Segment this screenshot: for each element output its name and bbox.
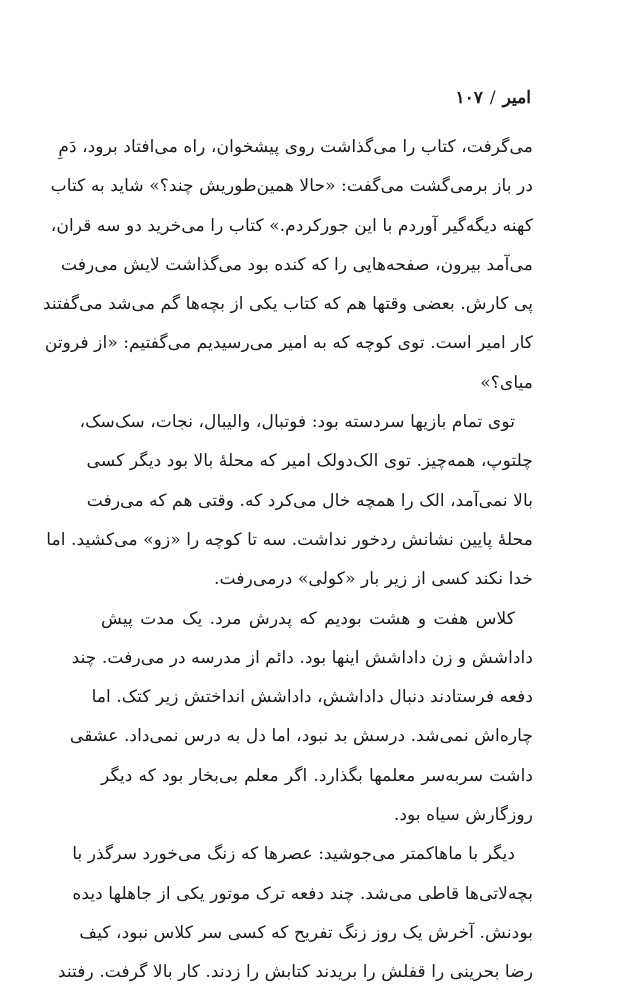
page-number: ۱۰۷ <box>455 88 483 108</box>
text-line: کار امیر است. توی کوچه که به امیر می‌رسیدیم می‌گفتیم: «از فروتن <box>44 333 533 354</box>
text-line: کلاس هفت و هشت بودیم که پدرش مرد. یک مدت پیش <box>101 608 515 629</box>
text-line: میای؟» <box>480 372 533 393</box>
text-line: محلهٔ پایین نشانش ردخور نداشت. سه تا کوچه را «زو» می‌کشید. اما <box>46 529 533 550</box>
text-line: کهنه دیگه‌گیر آوردم با این جورکردم.» کتاب را می‌خرید دو سه قران، <box>50 215 533 236</box>
body-text <box>42 128 533 993</box>
text-line: می‌آمد بیرون، صفحه‌هایی را که کنده بود می‌گذاشت لایش می‌رفت <box>60 254 533 275</box>
paragraph <box>57 835 533 992</box>
header-separator: / <box>489 88 496 108</box>
text-line: خدا نکند کسی از زیر بار «کولی» درمی‌رفت. <box>214 569 533 590</box>
text-line: داداشش و زن داداشش اینها بود. دائم از مدرسه در می‌رفت. چند <box>71 647 533 668</box>
paragraph <box>42 128 533 403</box>
chapter-title: امیر <box>502 88 531 108</box>
text-line: توی تمام بازیها سردسته بود: فوتبال، والیبال، نجات، سک‌سک، <box>79 412 515 433</box>
text-line: داشت سربه‌سر معلمها بگذارد. اگر معلم بی‌بخار بود که دیگر <box>101 765 533 786</box>
running-header <box>456 88 531 108</box>
text-line: بچه‌لاتی‌ها قاطی می‌شد. چند دفعه ترک موتور یکی از جاهلها دیده <box>72 883 533 904</box>
text-line: دیگر با ماها‌کمتر می‌جوشید: عصرها که زنگ می‌خورد سرگذر با <box>72 844 515 865</box>
text-line: می‌گرفت، کتاب را می‌گذاشت روی پیشخوان، راه می‌افتاد برود، دَمِ <box>58 137 533 157</box>
text-line: بودنش. آخرش یک روز زنگ تفریح که کسی سر کلاس نبود، کیف <box>79 922 533 943</box>
text-line: چاره‌اش نمی‌شد. درسش بد نبود، اما دل به درس نمی‌داد. عشقی <box>69 726 533 747</box>
text-line: دفعه فرستادند دنبال داداشش، داداشش انداختش زیر کتک. اما <box>91 687 533 708</box>
text-line: در باز برمی‌گشت می‌گفت: «حالا همین‌طوریش چند؟» شاید به کتاب <box>50 176 533 197</box>
paragraph <box>69 600 533 836</box>
text-line: پی کارش. بعضی وقتها هم که کتاب یکی از بچه‌ها گم می‌شد می‌گفتند <box>42 294 533 315</box>
text-line: رضا بحرینی را قفلش را بریدند کتابش را زدند. کار بالا گرفت. رفتند <box>57 962 533 983</box>
text-line: چلتوپ، همه‌چیز. توی الک‌دولک امیر که محلهٔ بالا بود دیگر کسی <box>86 451 533 472</box>
paragraph <box>46 403 533 599</box>
text-line: بالا نمی‌آمد، الک را همچه خال می‌کرد که. وقتی هم که می‌رفت <box>86 490 533 511</box>
text-line: روزگارش سیاه بود. <box>393 805 533 826</box>
